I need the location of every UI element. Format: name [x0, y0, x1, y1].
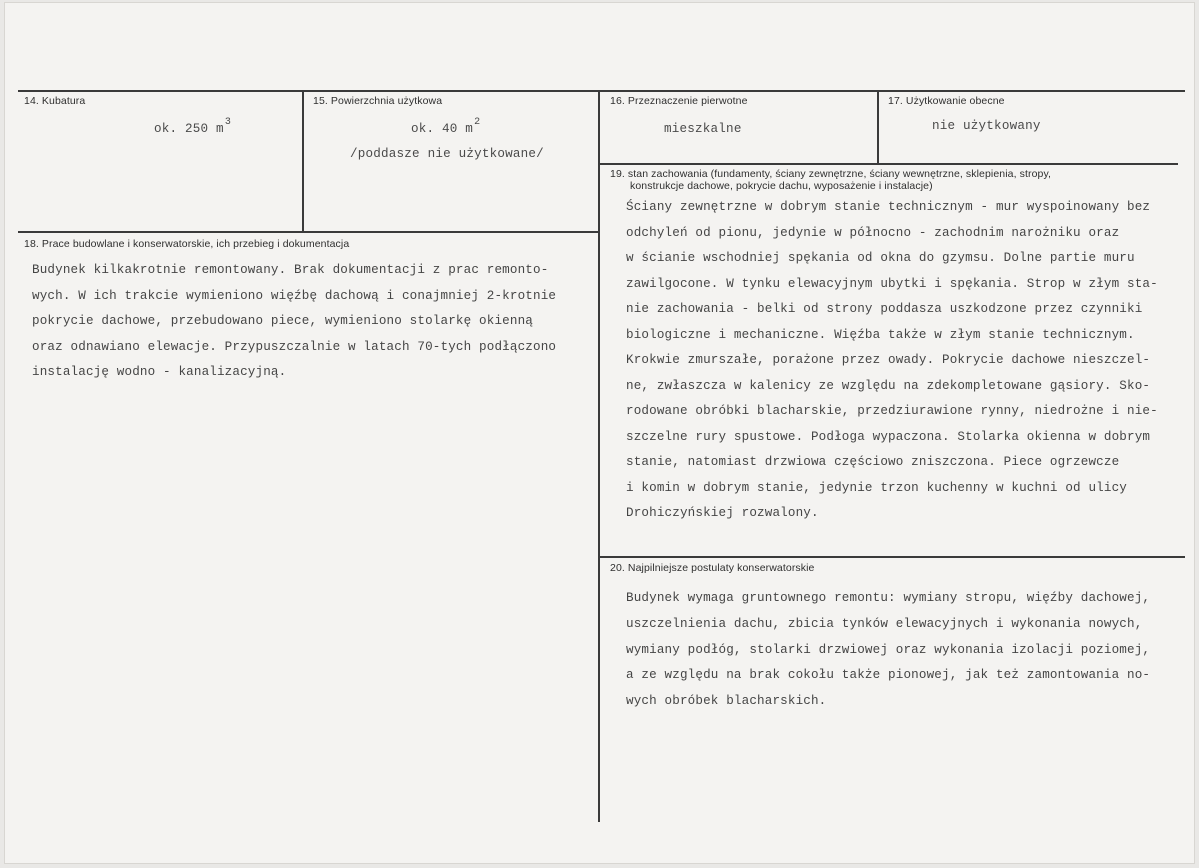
field-17-label: 17. Użytkowanie obecne: [888, 95, 1005, 107]
field-18-line: wych. W ich trakcie wymieniono więźbę dachową i conajmniej 2-krotnie: [32, 288, 557, 303]
field-16-label: 16. Przeznaczenie pierwotne: [610, 95, 748, 107]
divider-16-17: [877, 90, 879, 164]
field-19-line: zawilgocone. W tynku elewacyjnym ubytki i spękania. Strop w złym sta-: [626, 276, 1158, 291]
field-15-value-sup: 2: [474, 117, 481, 128]
field-19-text: [626, 195, 1158, 527]
field-20-line: a ze względu na brak cokołu także pionowej, jak też zamontowania no-: [626, 668, 1151, 683]
field-20-line: Budynek wymaga gruntownego remontu: wymiany stropu, więźby dachowej,: [626, 591, 1151, 605]
field-18-text: [32, 258, 556, 386]
field-18-line: instalację wodno - kanalizacyjną.: [32, 365, 287, 379]
field-19-line: stanie, natomiast drzwiowa częściowo zniszczona. Piece ogrzewcze: [626, 455, 1120, 469]
field-15-value-text: ok. 40 m: [411, 122, 474, 136]
field-19-line: w ścianie wschodniej spękania od okna do gzymsu. Dolne partie muru: [626, 251, 1135, 265]
field-19-line: szczelne rury spustowe. Podłoga wypaczona. Stolarka okienna w dobrym: [626, 429, 1151, 444]
field-18-line: Budynek kilkakrotnie remontowany. Brak dokumentacji z prac remonto-: [32, 263, 549, 277]
field-19-line: Drohiczyńskiej rozwalony.: [626, 506, 819, 520]
divider-main: [598, 90, 600, 822]
field-19-line: i komin w dobrym stanie, jedynie trzon kuchenny w kuchni od ulicy: [626, 480, 1127, 495]
field-19-line: ne, zwłaszcza w kalenicy ze względu na zdekompletowane gąsiory. Sko-: [626, 378, 1151, 393]
field-19-line: rodowane obróbki blacharskie, przedziurawione rynny, niedrożne i nie-: [626, 404, 1158, 418]
field-20-text: [626, 586, 1150, 715]
field-16-value: mieszkalne: [664, 122, 742, 136]
field-18-label: 18. Prace budowlane i konserwatorskie, ich przebieg i dokumentacja: [24, 238, 350, 250]
field-14-label: 14. Kubatura: [24, 95, 86, 107]
field-20-line: wych obróbek blacharskich.: [626, 694, 827, 709]
line-below-14-15: [18, 231, 600, 233]
field-19-line: Ściany zewnętrzne w dobrym stanie technicznym - mur wyspoinowany bez: [626, 200, 1151, 214]
field-14-value: [154, 117, 232, 136]
field-19-label-line2: konstrukcje dachowe, pokrycie dachu, wyposażenie i instalacje): [630, 180, 933, 192]
field-15-value: [411, 117, 481, 136]
field-19-label-line1: 19. stan zachowania (fundamenty, ściany zewnętrzne, ściany wewnętrzne, sklepienia, stropy,: [610, 168, 1052, 180]
field-18-line: pokrycie dachowe, przebudowano piece, wymieniono stolarkę okienną: [32, 314, 533, 328]
field-17-value: nie użytkowany: [932, 119, 1041, 133]
field-18-line: oraz odnawiano elewacje. Przypuszczalnie w latach 70-tych podłączono: [32, 339, 557, 354]
field-19-line: nie zachowania - belki od strony poddasza uszkodzone przez czynniki: [626, 302, 1143, 316]
field-15-label: 15. Powierzchnia użytkowa: [313, 95, 443, 107]
top-border-line: [18, 90, 1185, 92]
field-19-line: odchyleń od pionu, jedynie w północno - zachodnim narożniku oraz: [626, 225, 1120, 240]
line-below-16-17: [598, 163, 1178, 165]
divider-14-15: [302, 90, 304, 232]
line-above-20: [598, 556, 1185, 558]
field-20-line: uszczelnienia dachu, zbicia tynków elewacyjnych i wykonania nowych,: [626, 616, 1143, 631]
form-sheet: [4, 2, 1195, 864]
field-20-label: 20. Najpilniejsze postulaty konserwatorskie: [610, 562, 815, 574]
field-15-note: /poddasze nie użytkowane/: [350, 147, 544, 161]
field-19-line: biologiczne i mechaniczne. Więźba także w złym stanie technicznym.: [626, 327, 1135, 342]
field-19-line: Krokwie zmurszałe, porażone przez owady. Pokrycie dachowe nieszczel-: [626, 353, 1151, 367]
field-14-value-text: ok. 250 m: [154, 122, 224, 136]
field-14-value-sup: 3: [224, 117, 232, 128]
field-20-line: wymiany podłóg, stolarki drzwiowej oraz wykonania izolacji poziomej,: [626, 642, 1151, 657]
